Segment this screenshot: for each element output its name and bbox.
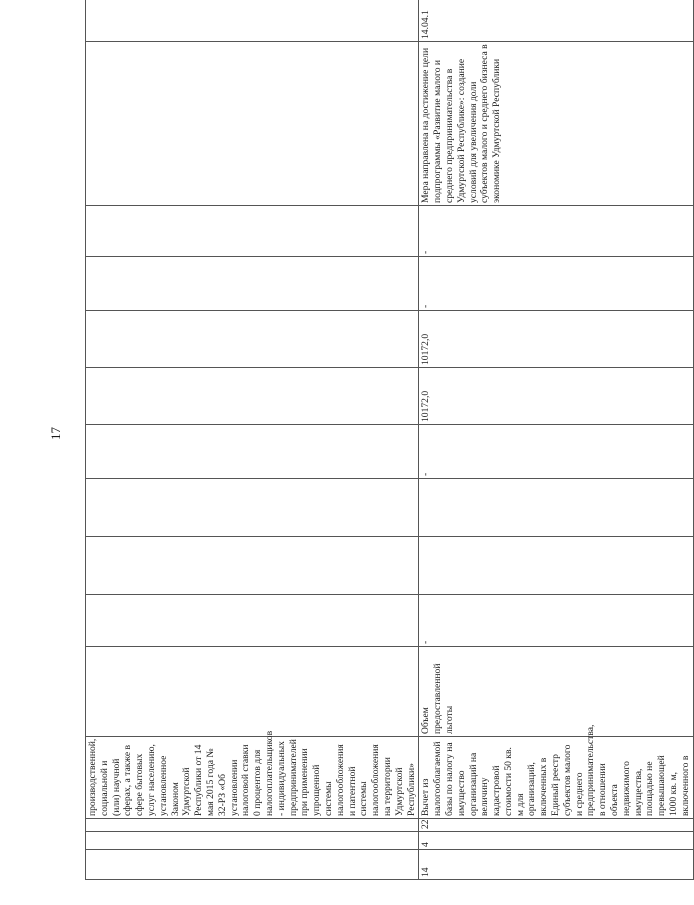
table-cell [419, 537, 693, 595]
table-cell: - [419, 425, 693, 479]
table-cell: 14 [419, 850, 693, 880]
table-cell: 4 [419, 832, 693, 850]
table-cell [419, 479, 693, 537]
table-cell [86, 368, 419, 425]
table-cell [86, 537, 419, 595]
table-cell [86, 647, 419, 737]
table-cell [86, 832, 419, 850]
table-row [86, 0, 419, 880]
table-cell: Вычет из налогооблагаемой базы по налогу на имущество организаций на величину кадастровой стоимости 50 кв. м для организаций, включенных в Единый реестр субъектов малого и среднего предпринимательства, в отношении объекта недвижимого имущества, площадью не превышающей 1000 кв. м, включенного в [419, 737, 693, 819]
table-cell: - [419, 257, 693, 311]
table-cell [86, 819, 419, 832]
table-cell: Мера направлена на достижение цели подпрограммы «Развитие малого и среднего предпринимательства в Удмуртской Республике»: создание условий для увеличения доли субъектов малого и среднего бизнеса в экономике Удмуртской Республики [419, 42, 693, 206]
table-cell: 14.04.1 [419, 0, 693, 42]
table-cell [86, 0, 419, 42]
benefits-table [85, 0, 694, 880]
page-number: 17 [48, 427, 63, 440]
table-cell [86, 425, 419, 479]
table-cell: 10172,0 [419, 368, 693, 425]
table-cell [86, 595, 419, 647]
table-cell: 10172,0 [419, 311, 693, 368]
table-cell [86, 311, 419, 368]
table-cell [86, 206, 419, 257]
table-cell: Объем предоставленной льготы [419, 647, 693, 737]
table-cell [86, 479, 419, 537]
table-cell: производственной, социальной и (или) научной сферах, а также в сфере бытовых услуг населению, установленное Законом Удмуртской Республики от 14 мая 2015 года № 32-РЗ «Об установлении налоговой ставки 0 процентов для налогоплательщиков - индивидуальных предпринимателей при применении упрощенной системы налогообложения и патентной системы налогообложения на территории Удмуртской Республики» [86, 737, 419, 819]
table-cell [86, 850, 419, 880]
table-row [419, 0, 693, 880]
table-cell: 22 [419, 819, 693, 832]
rotated-table-container [85, 10, 691, 880]
table-cell: - [419, 206, 693, 257]
table-cell [86, 42, 419, 206]
table-cell: - [419, 595, 693, 647]
table-cell [86, 257, 419, 311]
